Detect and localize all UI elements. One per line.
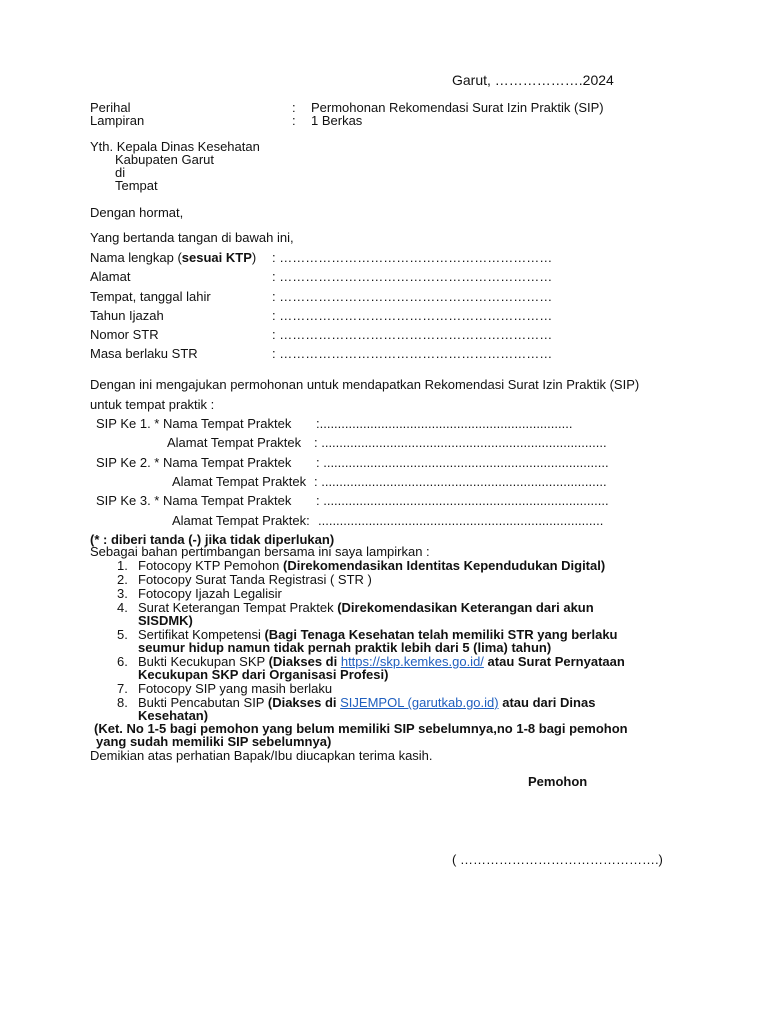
item-number: 6.	[117, 654, 128, 669]
list-item: Surat Keterangan Tempat Praktek (Direkomendasikan Keterangan dari akun	[138, 600, 594, 615]
field-label-str-number: Nomor STR	[90, 327, 159, 342]
sip2-name-value: : ...............................................................................	[316, 455, 609, 470]
field-value-str-validity: : ………………………………………………………	[272, 346, 553, 361]
signature-line: ( ……………………………………….)	[452, 852, 663, 867]
note-marker: (* : diberi tanda (-) jika tidak diperlukan)	[90, 532, 335, 547]
field-label-diploma-year: Tahun Ijazah	[90, 308, 164, 323]
attachment-label: Lampiran	[90, 113, 145, 128]
list-item-continuation: SISDMK)	[138, 613, 193, 628]
list-item-continuation: Kecukupan SKP dari Organisasi Profesi)	[138, 667, 389, 682]
list-item: Fotocopy Ijazah Legalisir	[138, 586, 282, 601]
list-item-continuation: seumur hidup namun tidak pernah praktik lebih dari 5 (lima) tahun)	[138, 640, 552, 655]
list-item: Bukti Kecukupan SKP (Diakses di https://skp.kemkes.go.id/ atau Surat Pernyataan	[138, 654, 625, 669]
addressee-line2: Kabupaten Garut	[115, 152, 215, 167]
item-number: 2.	[117, 572, 128, 587]
attachment-value: 1 Berkas	[311, 113, 363, 128]
subject-label: Perihal	[90, 100, 131, 115]
attachments-intro: Sebagai bahan pertimbangan bersama ini saya lampirkan :	[90, 544, 430, 559]
field-value-name: : ………………………………………………………	[272, 250, 553, 265]
skp-link[interactable]: https://skp.kemkes.go.id/	[340, 654, 484, 669]
sip2-name-label: SIP Ke 2. * Nama Tempat Praktek	[96, 455, 292, 470]
sip1-name-value: :......................................................................	[316, 416, 573, 431]
sijempol-link[interactable]: SIJEMPOL (garutkab.go.id)	[340, 695, 499, 710]
ket-note-line2: yang sudah memiliki SIP sebelumnya)	[96, 734, 332, 749]
sip3-name-label: SIP Ke 3. * Nama Tempat Praktek	[96, 493, 292, 508]
item-number: 4.	[117, 600, 128, 615]
sip2-address-label: Alamat Tempat Praktek	[172, 474, 307, 489]
attachment-colon: :	[292, 113, 296, 128]
field-label-name: Nama lengkap (sesuai KTP)	[90, 250, 257, 265]
greeting: Dengan hormat,	[90, 205, 184, 220]
field-value-str-number: : ………………………………………………………	[272, 327, 553, 342]
item-number: 5.	[117, 627, 128, 642]
signer-label: Pemohon	[528, 774, 588, 789]
sip1-address-value: : ...............................................................................	[314, 435, 607, 450]
sip3-address-value: ...............................................................................	[318, 513, 604, 528]
item-number: 3.	[117, 586, 128, 601]
addressee-line4: Tempat	[115, 178, 158, 193]
letter-date: Garut, ……………….2024	[452, 72, 614, 88]
subject-colon: :	[292, 100, 296, 115]
request-line1: Dengan ini mengajukan permohonan untuk mendapatkan Rekomendasi Surat Izin Praktik (SIP)	[90, 377, 640, 392]
field-label-birth: Tempat, tanggal lahir	[90, 289, 211, 304]
item-number: 8.	[117, 695, 128, 710]
sip1-address-label: Alamat Tempat Praktek	[167, 435, 302, 450]
intro-text: Yang bertanda tangan di bawah ini,	[90, 230, 294, 245]
field-label-str-validity: Masa berlaku STR	[90, 346, 198, 361]
field-label-address: Alamat	[90, 269, 131, 284]
item-number: 1.	[117, 558, 128, 573]
item-number: 7.	[117, 681, 128, 696]
request-line2: untuk tempat praktik :	[90, 397, 215, 412]
field-value-diploma-year: : ………………………………………………………	[272, 308, 553, 323]
list-item: Fotocopy KTP Pemohon (Direkomendasikan Identitas Kependudukan Digital)	[138, 558, 606, 573]
sip3-name-value: : ...............................................................................	[316, 493, 609, 508]
ket-note-line1: (Ket. No 1-5 bagi pemohon yang belum memiliki SIP sebelumnya,no 1-8 bagi pemohon	[94, 721, 628, 736]
addressee-line3: di	[115, 165, 126, 180]
field-value-birth: : ………………………………………………………	[272, 289, 553, 304]
closing-text: Demikian atas perhatian Bapak/Ibu diucapkan terima kasih.	[90, 748, 433, 763]
sip2-address-value: : ...............................................................................	[314, 474, 607, 489]
list-item: Fotocopy SIP yang masih berlaku	[138, 681, 333, 696]
list-item: Fotocopy Surat Tanda Registrasi ( STR )	[138, 572, 372, 587]
addressee-line1: Yth. Kepala Dinas Kesehatan	[90, 139, 260, 154]
list-item-continuation: Kesehatan)	[138, 708, 209, 723]
subject-value: Permohonan Rekomendasi Surat Izin Praktik (SIP)	[311, 100, 604, 115]
field-value-address: : ………………………………………………………	[272, 269, 553, 284]
list-item: Sertifikat Kompetensi (Bagi Tenaga Kesehatan telah memiliki STR yang berlaku	[138, 627, 618, 642]
list-item: Bukti Pencabutan SIP (Diakses di SIJEMPOL (garutkab.go.id) atau dari Dinas	[138, 695, 596, 710]
sip3-address-label: Alamat Tempat Praktek:	[172, 513, 310, 528]
sip1-name-label: SIP Ke 1. * Nama Tempat Praktek	[96, 416, 292, 431]
